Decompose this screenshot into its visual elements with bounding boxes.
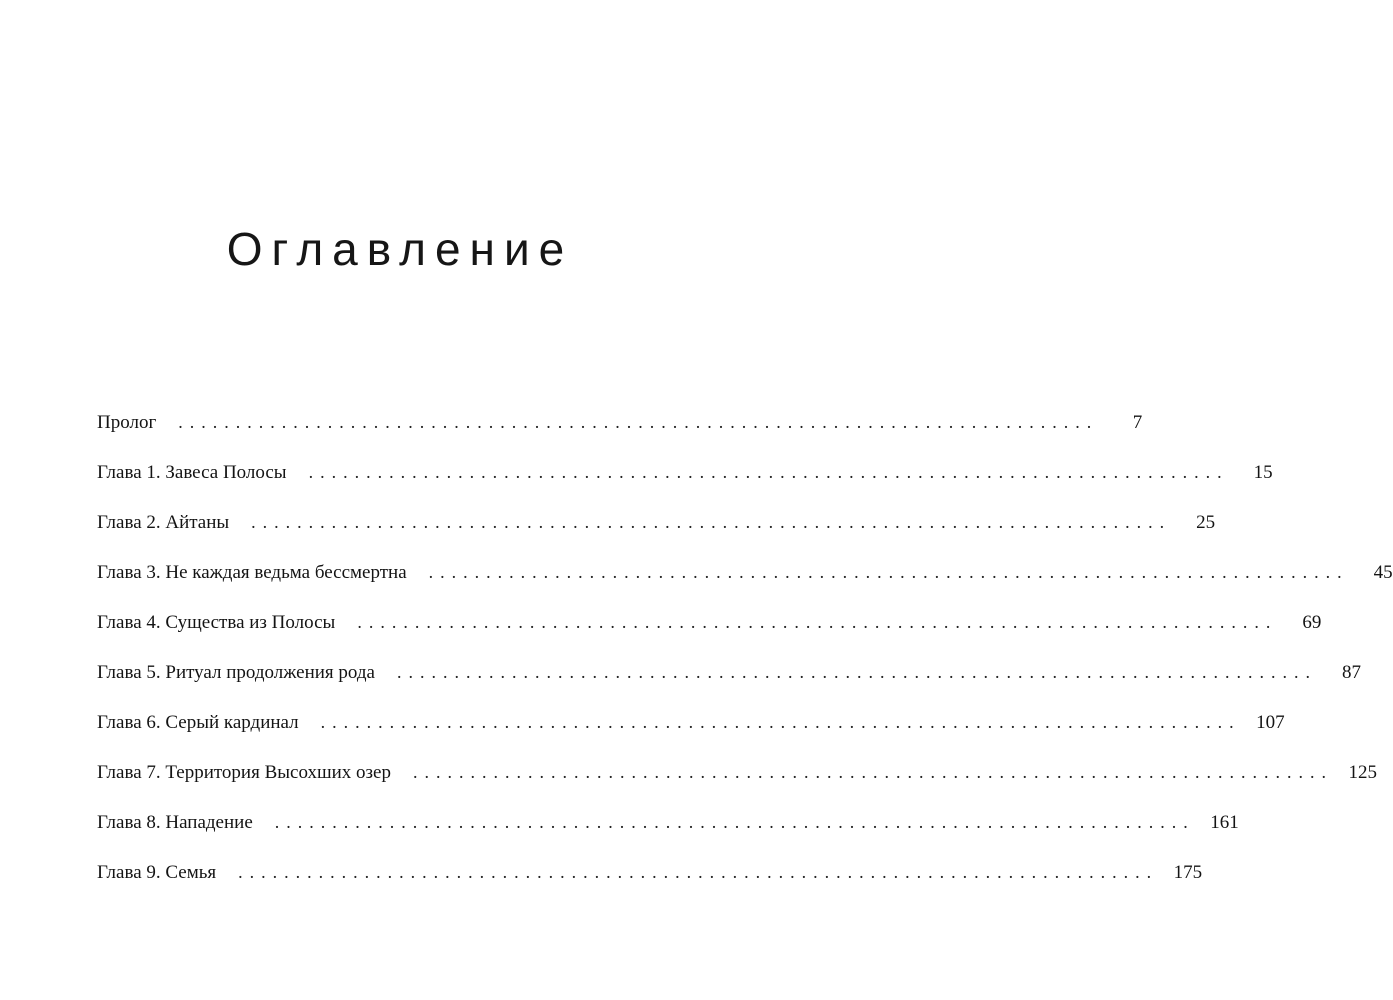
toc-entry-chapter-7 [97, 757, 1377, 807]
toc-entry-label: Глава 3. Не каждая ведьма бессмертна [97, 562, 407, 583]
dot-leader: ................................................................................ [238, 862, 1159, 882]
toc-entry-label: Глава 2. Айтаны [97, 512, 230, 533]
dot-leader: ................................................................................ [320, 712, 1241, 732]
dot-leader: ................................................................................ [251, 512, 1172, 532]
toc-entry-label: Глава 9. Семья [97, 862, 217, 883]
toc-entry-chapter-4 [97, 607, 1322, 657]
toc-entry-chapter-6 [97, 707, 1285, 757]
toc-entry-label: Глава 7. Территория Высохших озер [97, 762, 391, 783]
toc-entry-label: Пролог [97, 412, 157, 433]
toc-entry-label: Глава 8. Нападение [97, 812, 253, 833]
dot-leader: ................................................................................ [178, 412, 1099, 432]
toc-entry-label: Глава 4. Существа из Полосы [97, 612, 336, 633]
toc-entry-page: 15 [1253, 462, 1273, 483]
toc-entry-label: Глава 5. Ритуал продолжения рода [97, 662, 375, 683]
toc-entry-chapter-9 [97, 857, 1203, 907]
toc-entry-prologue [97, 407, 1143, 457]
dot-leader: ................................................................................ [412, 762, 1333, 782]
toc-entry-page: 45 [1373, 562, 1393, 583]
toc-entry-label: Глава 6. Серый кардинал [97, 712, 299, 733]
dot-leader: ................................................................................ [308, 462, 1229, 482]
dot-leader: ................................................................................ [357, 612, 1278, 632]
toc-entry-page: 69 [1302, 612, 1322, 633]
toc-entry-page: 125 [1348, 762, 1377, 783]
toc-entry-chapter-3 [97, 557, 1393, 607]
toc-entry-page: 87 [1341, 662, 1361, 683]
dot-leader: ................................................................................ [396, 662, 1317, 682]
toc-entry-chapter-8 [97, 807, 1239, 857]
toc-entry-page: 161 [1210, 812, 1239, 833]
toc-entry-chapter-5 [97, 657, 1361, 707]
page-title: Оглавление [226, 223, 574, 275]
toc-entry-page: 107 [1256, 712, 1285, 733]
toc-entry-label: Глава 1. Завеса Полосы [97, 462, 287, 483]
toc-entry-chapter-1 [97, 457, 1273, 507]
toc-entry-page: 25 [1196, 512, 1216, 533]
toc-entry-page: 7 [1132, 412, 1143, 433]
toc-entry-page: 175 [1173, 862, 1203, 883]
dot-leader: ................................................................................ [274, 812, 1195, 832]
toc-entry-chapter-2 [97, 507, 1216, 557]
dot-leader: ................................................................................ [428, 562, 1349, 582]
table-of-contents [97, 407, 1393, 907]
